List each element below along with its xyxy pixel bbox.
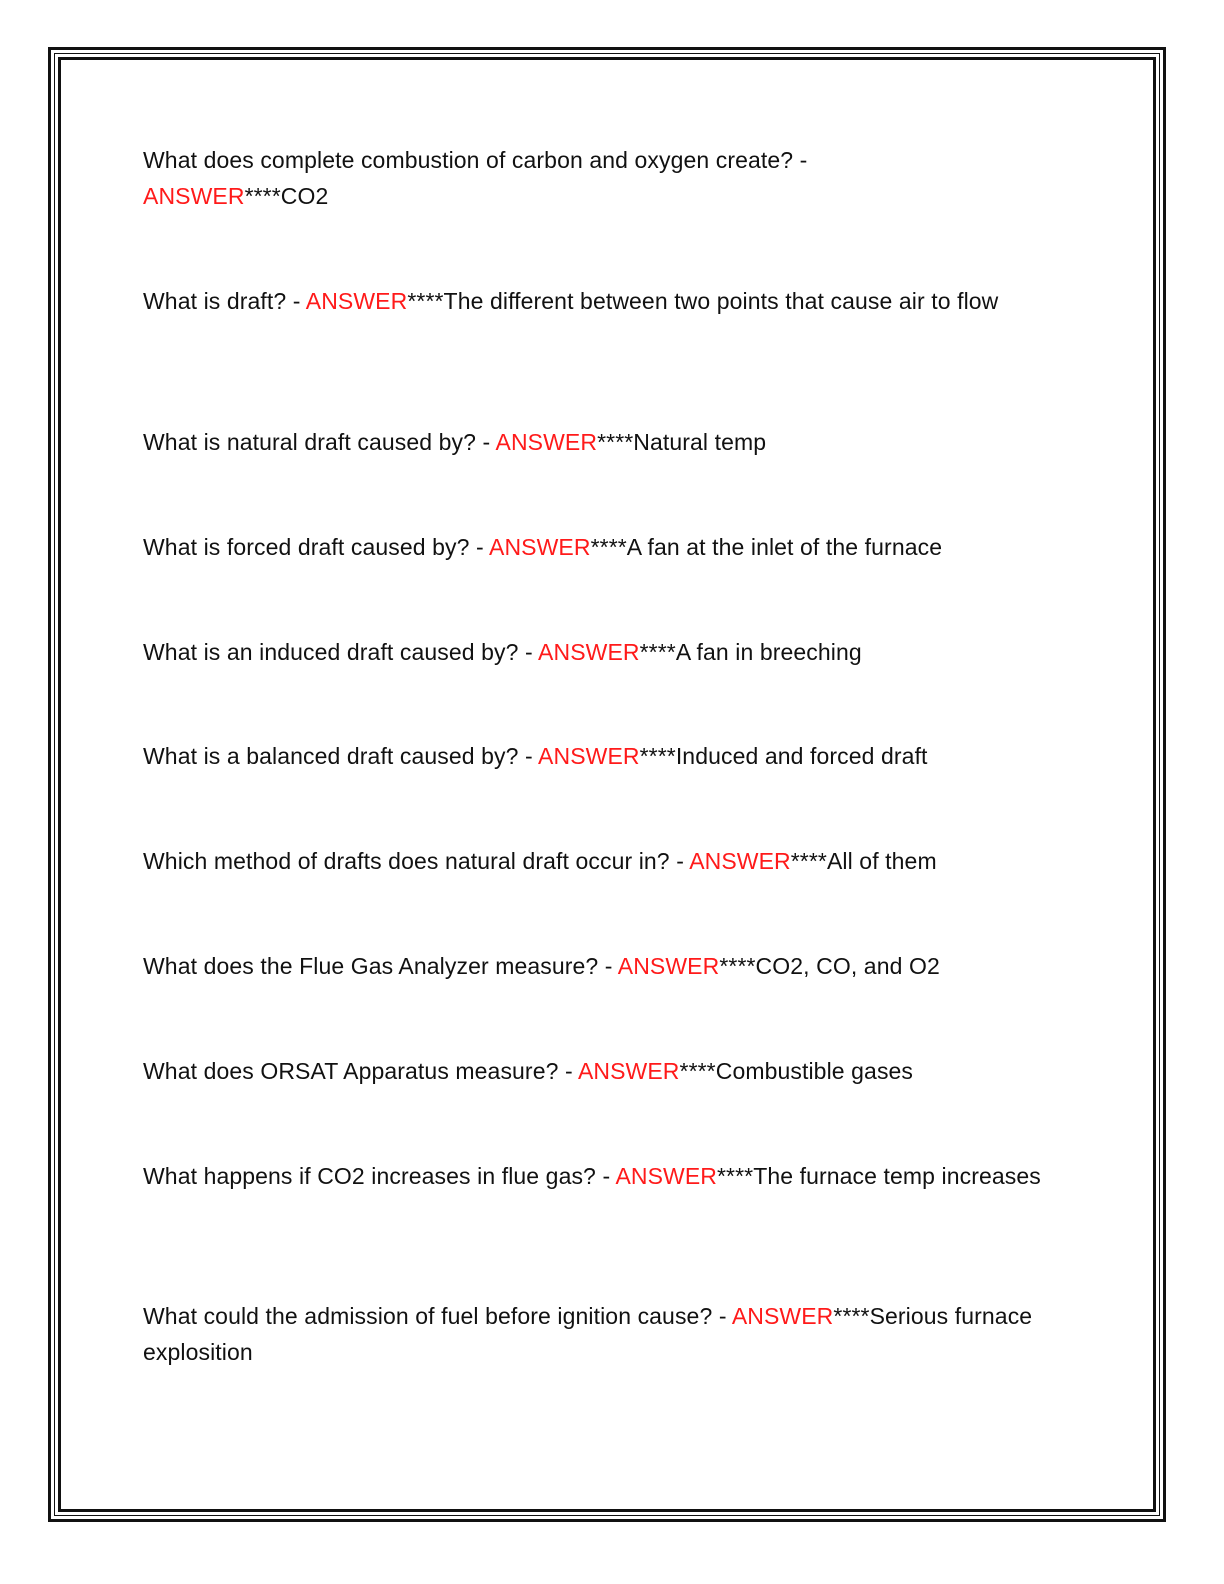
- answer-prefix: ****: [590, 534, 627, 560]
- qa-item-10: [143, 1158, 1073, 1194]
- answer-prefix: ****: [833, 1303, 870, 1329]
- separator: -: [595, 1163, 616, 1189]
- qa-item-5: [143, 634, 1073, 670]
- answer-prefix: ****: [639, 639, 676, 665]
- answer-text: Combustible gases: [715, 1058, 914, 1084]
- question-text: What is natural draft caused by?: [143, 429, 477, 455]
- separator: -: [712, 1303, 732, 1329]
- qa-item-1: [143, 142, 1073, 214]
- answer-label: ANSWER: [489, 534, 591, 560]
- separator: -: [518, 743, 539, 769]
- answer-text: The furnace temp increases: [753, 1163, 1041, 1189]
- answer-prefix: ****: [597, 429, 634, 455]
- separator: -: [476, 429, 496, 455]
- qa-item-2: [143, 283, 1073, 319]
- answer-prefix: ****: [679, 1058, 716, 1084]
- question-text: What could the admission of fuel before ignition cause?: [143, 1303, 713, 1329]
- answer-label: ANSWER: [617, 953, 720, 979]
- answer-label: ANSWER: [495, 429, 598, 455]
- answer-prefix: ****: [719, 953, 756, 979]
- question-text: What does ORSAT Apparatus measure?: [143, 1058, 559, 1084]
- answer-prefix: ****: [717, 1163, 754, 1189]
- qa-item-6: [143, 738, 1073, 774]
- answer-label: ANSWER: [731, 1303, 834, 1329]
- qa-item-3: [143, 424, 1073, 460]
- question-text: What does complete combustion of carbon and oxygen create?: [143, 147, 794, 173]
- answer-text: A fan at the inlet of the furnace: [626, 534, 943, 560]
- answer-label: ANSWER: [577, 1058, 680, 1084]
- answer-label: ANSWER: [615, 1163, 717, 1189]
- answer-text: CO2: [280, 183, 329, 209]
- separator: -: [469, 534, 490, 560]
- question-text: What happens if CO2 increases in flue gas?: [143, 1163, 596, 1189]
- answer-text: The different between two points that cause air to flow: [443, 288, 999, 314]
- answer-label: ANSWER: [143, 183, 245, 209]
- separator: -: [598, 953, 618, 979]
- separator: -: [793, 147, 808, 173]
- question-text: What is a balanced draft caused by?: [143, 743, 519, 769]
- question-text: What is forced draft caused by?: [143, 534, 470, 560]
- answer-text: Induced and forced draft: [675, 743, 928, 769]
- answer-prefix: ****: [790, 848, 827, 874]
- answer-label: ANSWER: [538, 639, 640, 665]
- qa-item-4: [143, 529, 1073, 565]
- separator: -: [518, 639, 539, 665]
- answer-text: A fan in breeching: [675, 639, 862, 665]
- question-text: What is draft?: [143, 288, 287, 314]
- separator: -: [286, 288, 306, 314]
- answer-prefix: ****: [639, 743, 676, 769]
- answer-label: ANSWER: [689, 848, 791, 874]
- answer-prefix: ****: [244, 183, 281, 209]
- qa-item-9: [143, 1053, 1073, 1089]
- answer-prefix: ****: [407, 288, 444, 314]
- separator: -: [669, 848, 690, 874]
- answer-text: Natural temp: [633, 429, 767, 455]
- qa-item-8: [143, 948, 1073, 984]
- question-text: What is an induced draft caused by?: [143, 639, 519, 665]
- question-text: What does the Flue Gas Analyzer measure?: [143, 953, 599, 979]
- answer-text: CO2, CO, and O2: [755, 953, 940, 979]
- answer-text: Serious furnace explosition: [143, 1303, 1033, 1365]
- qa-item-11: [143, 1298, 1073, 1370]
- answer-label: ANSWER: [305, 288, 408, 314]
- question-text: Which method of drafts does natural draft occur in?: [143, 848, 670, 874]
- qa-item-7: [143, 843, 1073, 879]
- page-border-inner: [58, 57, 1156, 1512]
- answer-label: ANSWER: [538, 743, 640, 769]
- separator: -: [558, 1058, 578, 1084]
- answer-text: All of them: [826, 848, 937, 874]
